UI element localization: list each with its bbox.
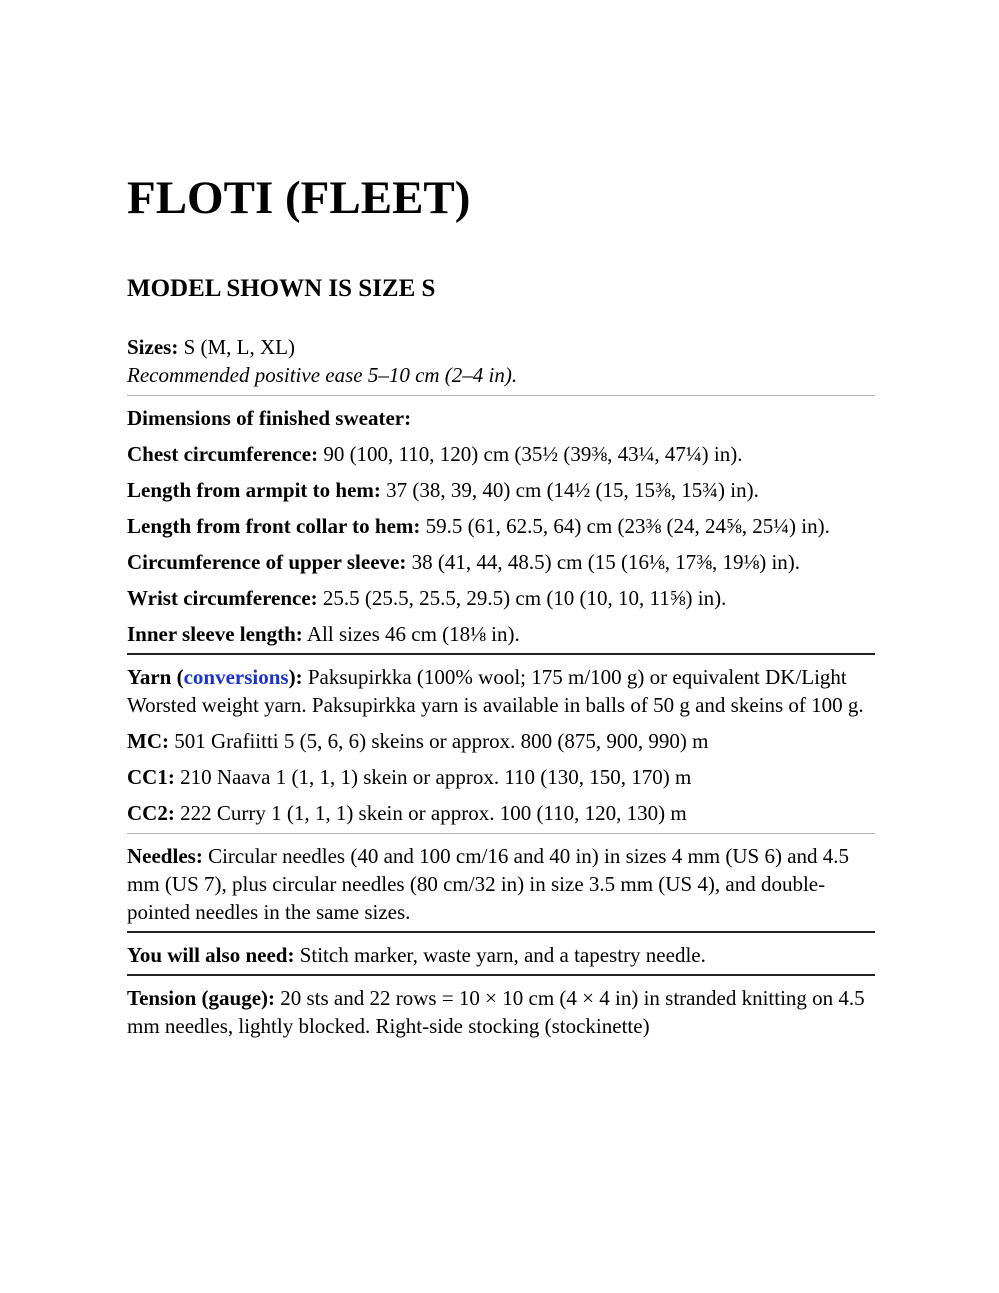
- dimension-label: Length from front collar to hem:: [127, 514, 421, 538]
- dimension-label: Chest circumference:: [127, 442, 319, 466]
- ease-note: Recommended positive ease 5–10 cm (2–4 in).: [127, 363, 518, 387]
- needles-label: Needles:: [127, 844, 203, 868]
- dimension-wrist: [127, 584, 875, 612]
- dimension-value: 59.5 (61, 62.5, 64) cm (23⅜ (24, 24⅝, 25¼) in).: [420, 514, 830, 538]
- yarn-color-cc2: [127, 799, 875, 827]
- page-title: FLOTI (FLEET): [127, 172, 471, 224]
- sizes-line: [127, 333, 875, 361]
- divider: [127, 395, 875, 396]
- yarn-value: Paksupirkka (100% wool; 175 m/100 g) or equivalent DK/Light Worsted weight yarn. Paksupirkka yarn is available in balls of 50 g and skeins of 100 g.: [127, 665, 864, 717]
- yarn-line: [127, 663, 875, 719]
- sizes-value: S (M, L, XL): [178, 335, 295, 359]
- yarn-color-label: CC1:: [127, 765, 175, 789]
- page-subtitle: MODEL SHOWN IS SIZE S: [127, 275, 436, 302]
- needles-value: Circular needles (40 and 100 cm/16 and 40 in) in sizes 4 mm (US 6) and 4.5 mm (US 7), plus circular needles (80 cm/32 in) in size 3.5 mm (US 4), and double-pointed needles in the same sizes.: [127, 844, 850, 924]
- yarn-color-label: CC2:: [127, 801, 175, 825]
- dimension-chest: [127, 440, 875, 468]
- dimension-collar-hem: [127, 512, 875, 540]
- yarn-label-start: Yarn (: [127, 665, 184, 689]
- dimension-label: Circumference of upper sleeve:: [127, 550, 407, 574]
- dimension-value: 38 (41, 44, 48.5) cm (15 (16⅛, 17⅜, 19⅛) in).: [406, 550, 801, 574]
- dimension-inner-sleeve: [127, 620, 875, 648]
- dimension-value: 37 (38, 39, 40) cm (14½ (15, 15⅜, 15¾) in).: [380, 478, 759, 502]
- sizes-label: Sizes:: [127, 335, 179, 359]
- also-need-line: [127, 941, 875, 969]
- divider: [127, 653, 875, 655]
- yarn-color-cc1: [127, 763, 875, 791]
- pattern-details: [127, 333, 875, 1040]
- dimension-label: Length from armpit to hem:: [127, 478, 381, 502]
- dimension-value: All sizes 46 cm (18⅛ in).: [302, 622, 520, 646]
- yarn-color-value: 210 Naava 1 (1, 1, 1) skein or approx. 110 (130, 150, 170) m: [174, 765, 692, 789]
- dimension-upper-sleeve: [127, 548, 875, 576]
- dimensions-heading: Dimensions of finished sweater:: [127, 406, 412, 430]
- tension-value: 20 sts and 22 rows = 10 × 10 cm (4 × 4 in) in stranded knitting on 4.5 mm needles, lightly blocked. Right-side stocking (stockinette): [127, 986, 865, 1038]
- dimension-value: 90 (100, 110, 120) cm (35½ (39⅜, 43¼, 47¼) in).: [318, 442, 743, 466]
- tension-label: Tension (gauge):: [127, 986, 275, 1010]
- dimension-label: Wrist circumference:: [127, 586, 318, 610]
- yarn-color-label: MC:: [127, 729, 169, 753]
- tension-line: [127, 984, 875, 1040]
- also-need-value: Stitch marker, waste yarn, and a tapestry needle.: [294, 943, 706, 967]
- yarn-color-value: 222 Curry 1 (1, 1, 1) skein or approx. 100 (110, 120, 130) m: [174, 801, 687, 825]
- divider: [127, 974, 875, 976]
- divider: [127, 931, 875, 933]
- yarn-color-mc: [127, 727, 875, 755]
- dimension-label: Inner sleeve length:: [127, 622, 303, 646]
- yarn-label-end: ):: [288, 665, 303, 689]
- dimension-armpit-hem: [127, 476, 875, 504]
- divider: [127, 833, 875, 834]
- also-need-label: You will also need:: [127, 943, 295, 967]
- needles-line: [127, 842, 875, 926]
- yarn-color-value: 501 Grafiitti 5 (5, 6, 6) skeins or approx. 800 (875, 900, 990) m: [168, 729, 709, 753]
- conversions-link[interactable]: conversions: [183, 665, 289, 689]
- dimension-value: 25.5 (25.5, 25.5, 29.5) cm (10 (10, 10, 11⅝) in).: [317, 586, 727, 610]
